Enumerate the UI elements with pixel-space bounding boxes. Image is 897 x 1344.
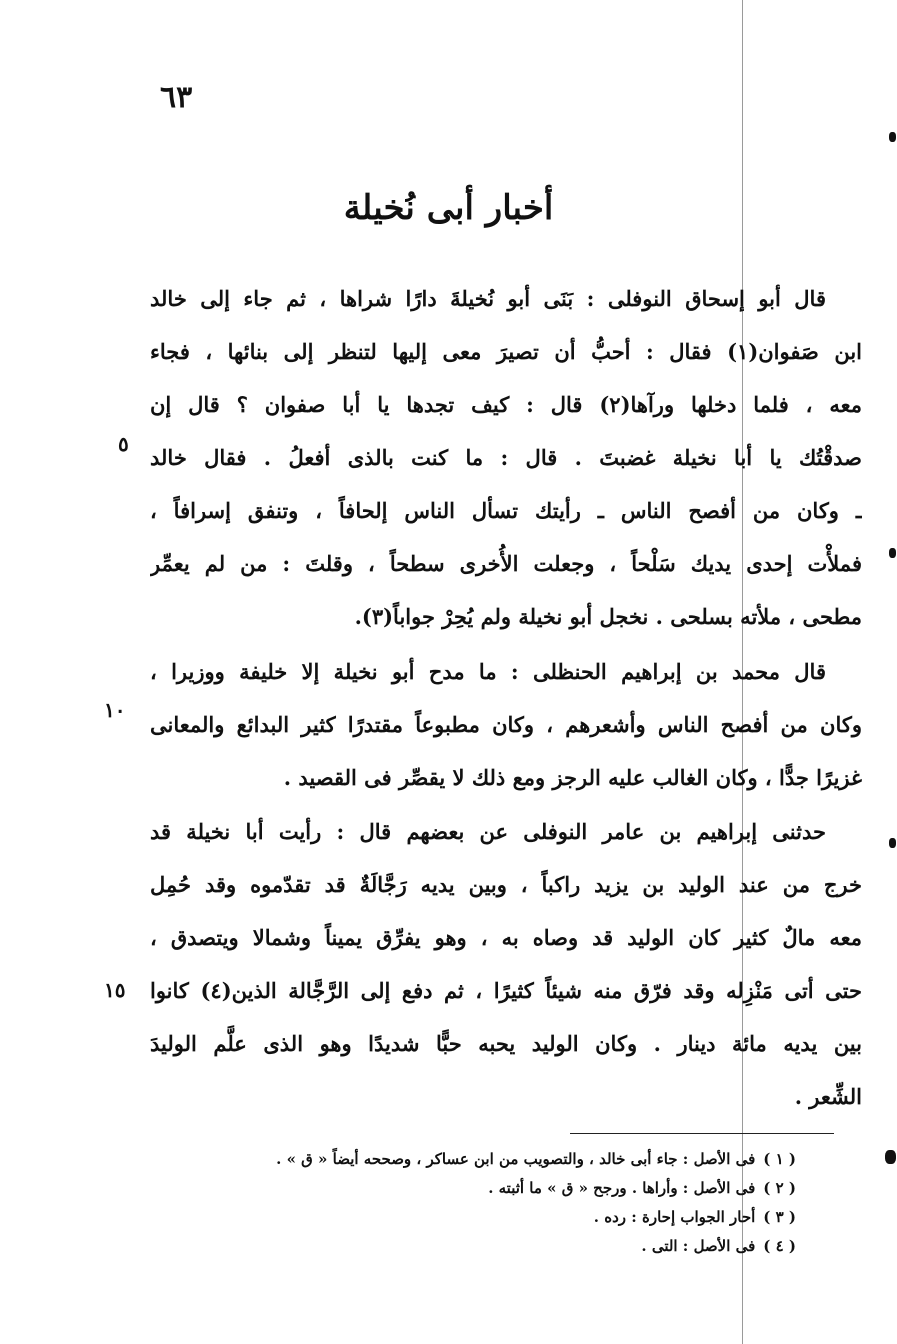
text-line: حتى أتى مَنْزِله وقد فرّق منه شيئاً كثيرًا ، ثم دفع إلى الرَّجَّالة الذين(٤) كانوا [150, 978, 862, 1003]
page-number: ٦٣ [160, 80, 193, 115]
chapter-title: أخبار أبى نُخيلة [343, 188, 554, 228]
footnote-text: أحار الجواب إحارة : رده . [593, 1208, 756, 1226]
text-line: مطحى ، ملأته بسلحى . نخجل أبو نخيلة ولم يُحِرْ جواباً(٣). [354, 604, 862, 629]
footnote-number: ( ٢ ) [763, 1179, 796, 1197]
scan-mark [885, 1150, 896, 1164]
scan-mark [889, 838, 896, 848]
text-line: قال أبو إسحاق النوفلى : بَنَى أبو نُخيلةَ دارًا شراها ، ثم جاء إلى خالد [150, 286, 826, 311]
text-line: ابن صَفوان(١) فقال : أحبُّ أن تصيرَ معى إليها لتنظر إلى بنائها ، فجاء [150, 339, 862, 364]
text-line: ـ وكان من أفصح الناس ـ رأيتك تسأل الناس إلحافاً ، وتنفق إسرافاً ، [150, 498, 862, 523]
paragraph-2 [150, 645, 862, 804]
text-line: معه ، فلما دخلها ورآها(٢) قال : كيف تجدها يا أبا صفوان ؟ قال إن [150, 392, 862, 417]
line-number-5: ٥ [118, 432, 129, 456]
text-line: معه مالٌ كثير كان الوليد قد وصاه به ، وهو يفرِّق يميناً وشمالا ويتصدق ، [150, 925, 862, 950]
footnote [200, 1174, 796, 1203]
footnote-number: ( ٤ ) [763, 1237, 796, 1255]
footnote-text: فى الأصل : وأراها . ورجح « ق » ما أثبته . [488, 1179, 756, 1197]
footnote [200, 1232, 796, 1261]
footnotes [200, 1145, 796, 1261]
footnote [200, 1145, 796, 1174]
footnote-separator [570, 1133, 834, 1134]
footnote [200, 1203, 796, 1232]
text-line: قال محمد بن إبراهيم الحنظلى : ما مدح أبو نخيلة إلا خليفة ووزيرا ، [150, 659, 826, 684]
text-line: غزيرًا جدًّا ، وكان الغالب عليه الرجز ومع ذلك لا يقصِّر فى القصيد . [283, 765, 862, 790]
text-line: حدثنى إبراهيم بن عامر النوفلى عن بعضهم قال : رأيت أبا نخيلة قد [150, 819, 826, 844]
line-number-10: ١٠ [104, 698, 126, 722]
text-line: بين يديه مائة دينار . وكان الوليد يحبه حبًّا شديدًا وهو الذى علَّم الوليدَ [150, 1031, 862, 1056]
text-line: الشِّعر . [794, 1084, 862, 1109]
text-line: فملأْت إحدى يديك سَلْحاً ، وجعلت الأُخرى سطحاً ، وقلتَ : من لم يعمِّر [150, 551, 862, 576]
footnote-text: فى الأصل : التى . [641, 1237, 756, 1255]
text-line: وكان من أفصح الناس وأشعرهم ، وكان مطبوعاً مقتدرًا كثير البدائع والمعانى [150, 712, 862, 737]
text-line: خرج من عند الوليد بن يزيد راكباً ، وبين يديه رَجَّالَةٌ قد تقدّموه وقد حُمِل [150, 872, 862, 897]
paragraph-1 [150, 272, 862, 643]
footnote-number: ( ١ ) [763, 1150, 796, 1168]
footnote-text: فى الأصل : جاء أبى خالد ، والتصويب من ابن عساكر ، وصححه أيضاً « ق » . [276, 1150, 756, 1168]
paragraph-3 [150, 805, 862, 1123]
footnote-number: ( ٣ ) [763, 1208, 796, 1226]
line-number-15: ١٥ [104, 978, 126, 1002]
scan-mark [889, 548, 896, 558]
scan-mark [889, 132, 896, 142]
text-line: صدقْتُك يا أبا نخيلة غضبتَ . قال : ما كنت بالذى أفعلُ . فقال خالد [150, 445, 862, 470]
